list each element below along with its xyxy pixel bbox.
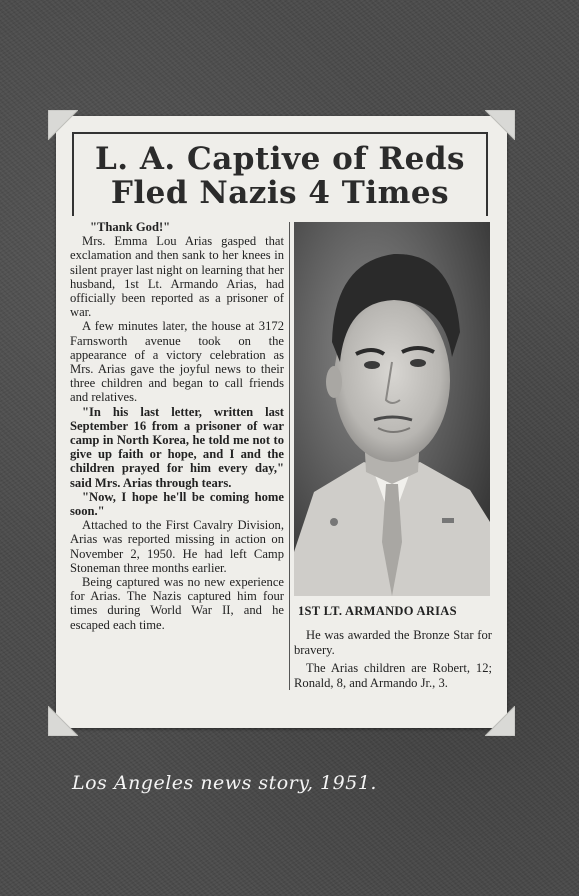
headline-line-2: Fled Nazis 4 Times [110, 175, 450, 211]
column-divider [289, 222, 290, 690]
newspaper-clipping [56, 116, 507, 728]
article-paragraph-6: Being captured was no new experience for Arias. The Nazis captured him four times during World War II, and he escaped each time. [70, 575, 284, 632]
right-paragraph-1: He was awarded the Bronze Star for bravery. [294, 628, 492, 657]
article-left-column [70, 220, 284, 632]
photo-corner-bottom-right [485, 706, 515, 736]
portrait-photo [294, 222, 490, 596]
article-paragraph-3: "In his last letter, written last September 16 from a prisoner of war camp in North Korea, he told me not to give up faith or hope, and I and the children prayed for him every day," said Mrs. Arias through tears. [70, 404, 284, 490]
photo-corner-top-right [485, 110, 515, 140]
article-right-column [294, 628, 492, 694]
article-opening-quote: "Thank God!" [90, 220, 171, 234]
article-paragraph-2: A few minutes later, the house at 3172 Farnsworth avenue took on the appearance of a victory celebration as Mrs. Arias gave the joyful news to their three children and began to call friends and relatives. [70, 319, 284, 405]
article-paragraph-1: Mrs. Emma Lou Arias gasped that exclamation and then sank to her knees in silent prayer last night on learning that her husband, 1st Lt. Armando Arias, had officially been reported as a prisoner of war. [70, 234, 284, 320]
photo-corner-top-left [48, 110, 78, 140]
headline [74, 134, 486, 210]
article-paragraph-4: "Now, I hope he'll be coming home soon." [70, 489, 284, 519]
article-paragraph-5: Attached to the First Cavalry Division, Arias was reported missing in action on November 2, 1950. He had left Camp Stoneman three months earlier. [70, 518, 284, 575]
right-paragraph-2: The Arias children are Robert, 12; Ronald, 8, and Armando Jr., 3. [294, 661, 492, 690]
handwritten-caption: Los Angeles news story, 1951. [72, 772, 377, 794]
photo-corner-bottom-left [48, 706, 78, 736]
headline-box [72, 132, 488, 216]
photo-caption: 1ST LT. ARMANDO ARIAS [298, 604, 457, 618]
headline-line-1: L. A. Captive of Reds [95, 141, 465, 177]
